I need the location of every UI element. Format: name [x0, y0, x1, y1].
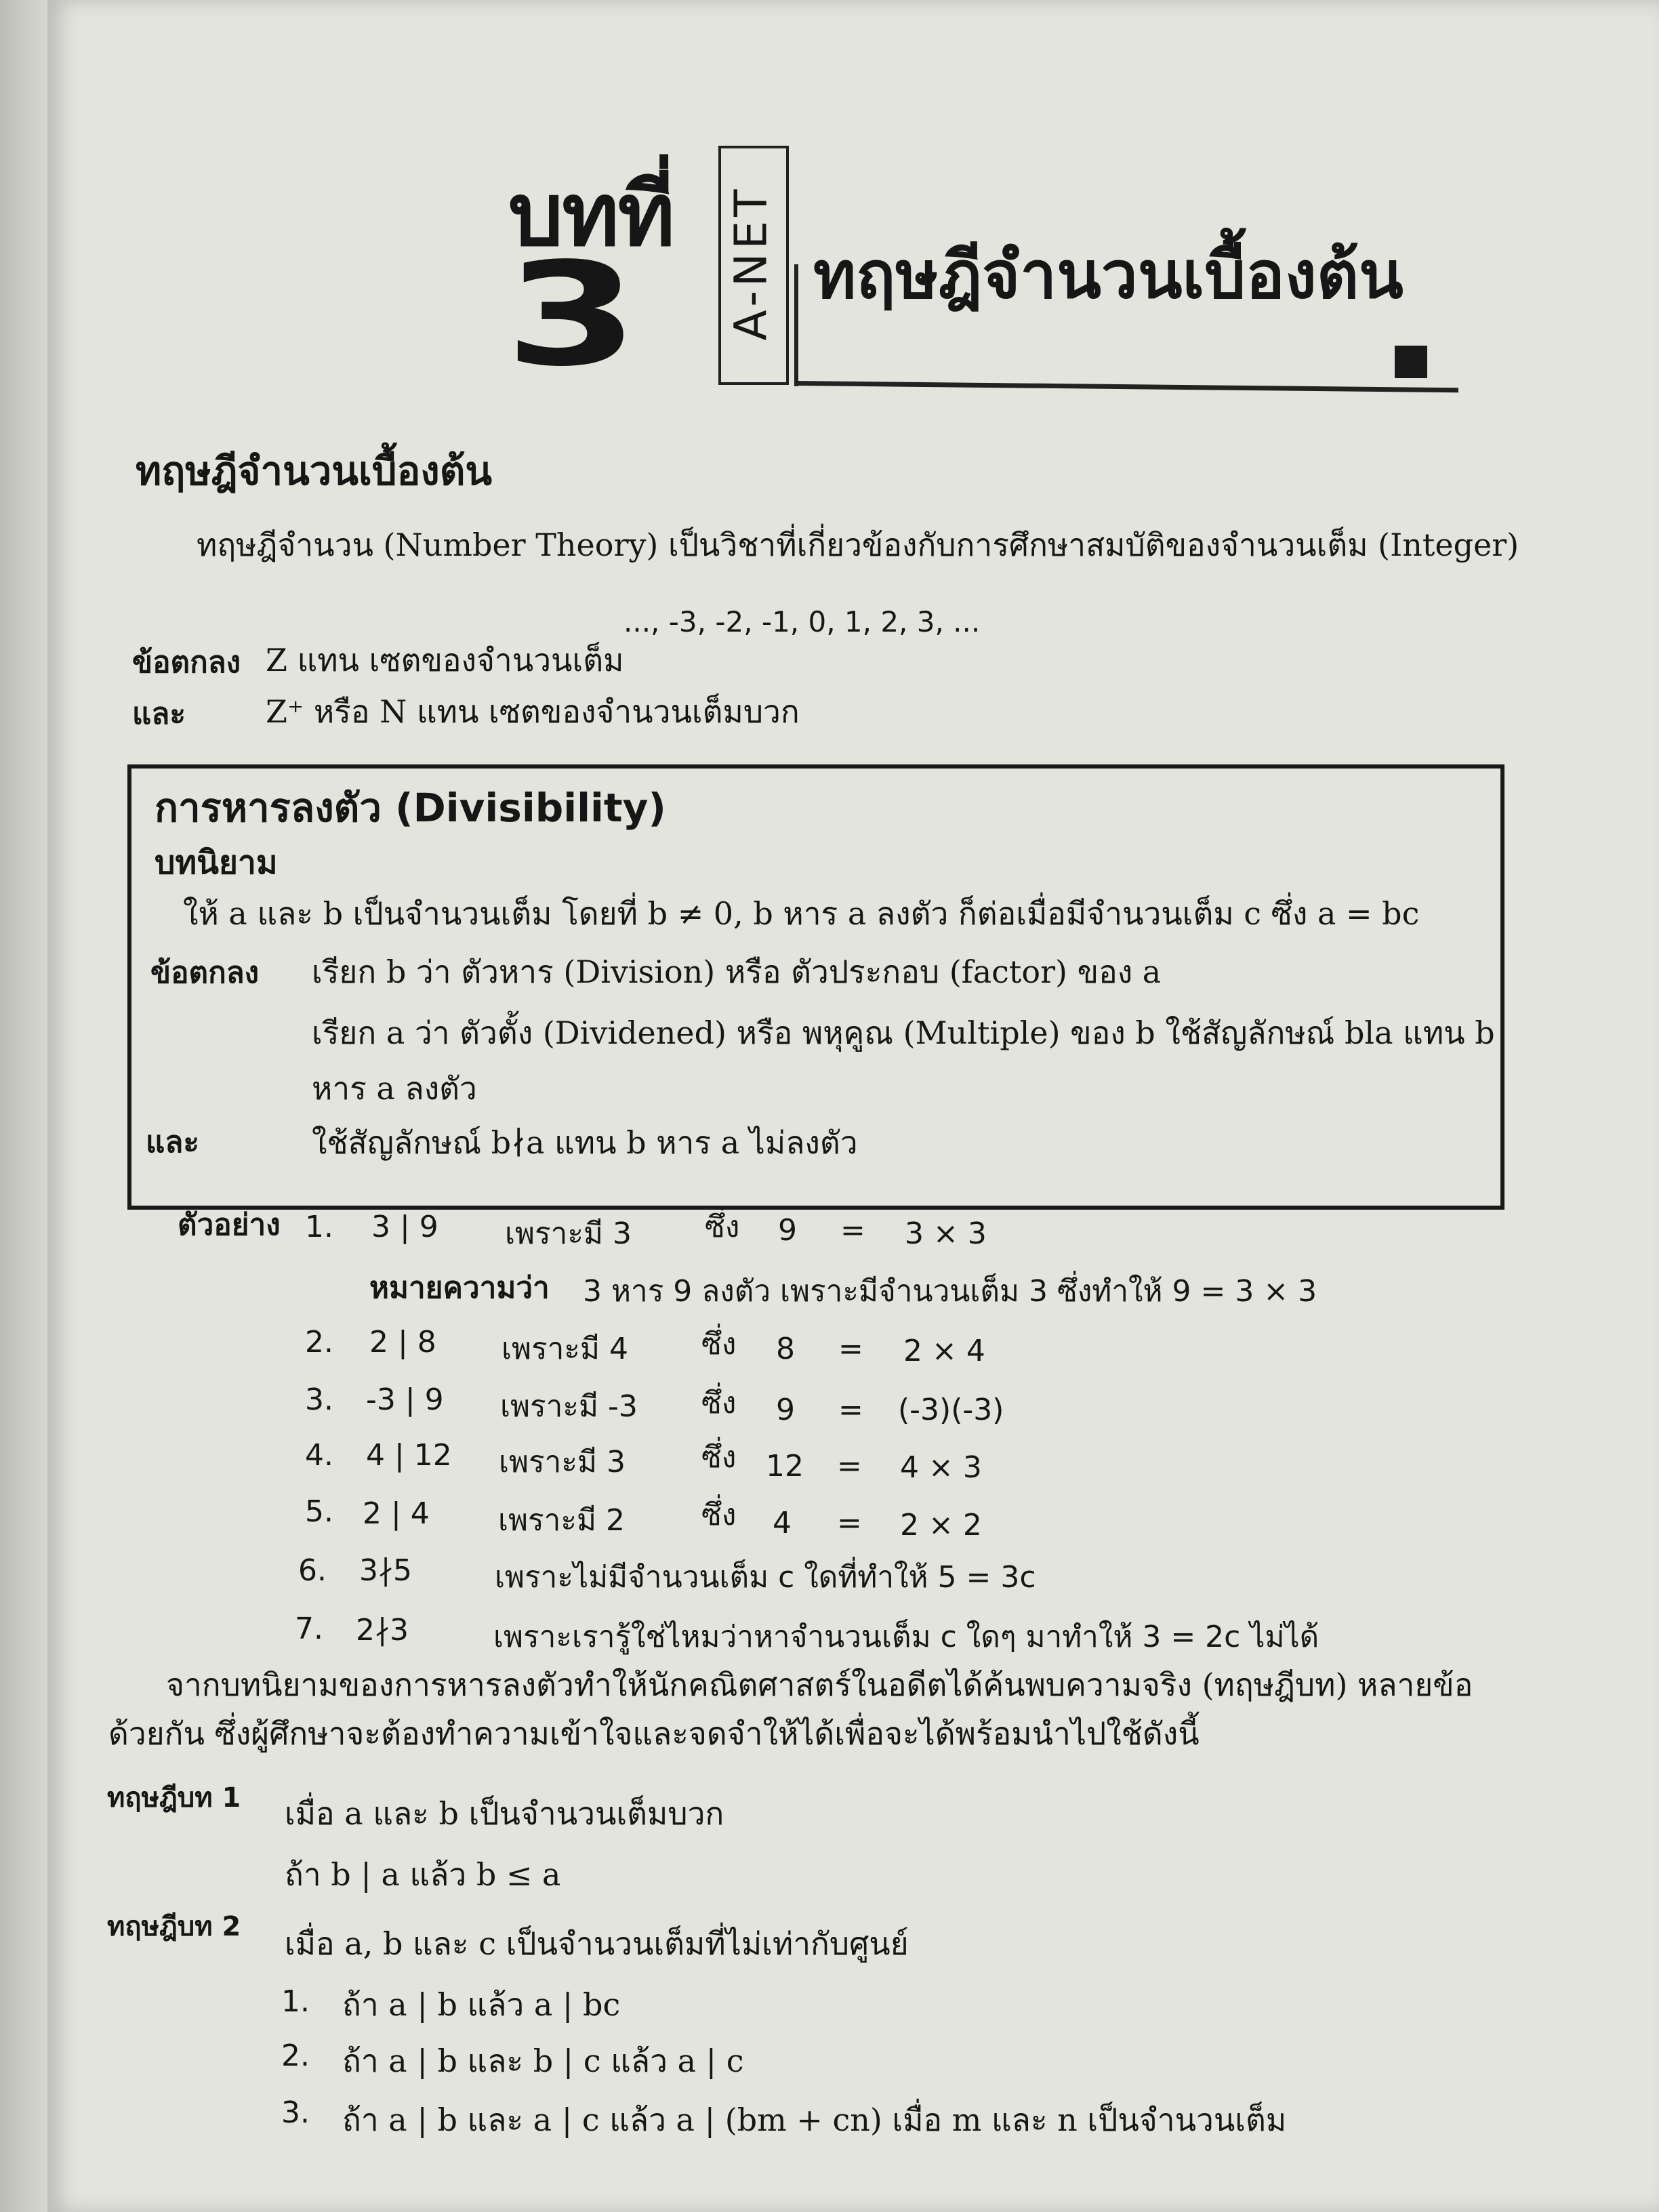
example-7-expression: 2∤3: [356, 1613, 409, 1647]
theorem-2-label: ทฤษฎีบท 2: [107, 1911, 241, 1942]
example-1-reason: เพราะมี 3: [505, 1216, 632, 1251]
example-4-number: 4.: [305, 1438, 333, 1473]
example-5-expression: 2 | 4: [363, 1496, 430, 1531]
chapter-word: บทที่: [508, 165, 674, 266]
example-5-equals: =: [837, 1506, 862, 1540]
example-4-reason: เพราะมี 3: [499, 1445, 626, 1479]
chapter-rule-vertical: [794, 264, 798, 386]
example-2-equals: =: [838, 1332, 863, 1366]
example-4-equals: =: [837, 1449, 862, 1483]
theorem-1-statement: ถ้า b | a แล้ว b ≤ a: [285, 1856, 561, 1893]
example-6-text: เพราะไม่มีจำนวนเต็ม c ใดที่ทำให้ 5 = 3c: [495, 1560, 1036, 1595]
definition-agreement-line-2: เรียก a ว่า ตัวตั้ง (Dividened) หรือ พหุคูณ (Multiple) ของ b ใช้สัญลักษณ์ bla แทน b: [312, 1015, 1495, 1051]
example-2-number: 2.: [305, 1325, 333, 1359]
example-2-lhs: 8: [776, 1332, 795, 1366]
example-4-lhs: 12: [766, 1449, 804, 1483]
intro-and-text: Z⁺ หรือ N แทน เซตของจำนวนเต็มบวก: [266, 693, 800, 730]
theorem-1-premise: เมื่อ a และ b เป็นจำนวนเต็มบวก: [285, 1795, 724, 1832]
example-1-number: 1.: [305, 1210, 333, 1244]
chapter-square-mark: [1395, 346, 1427, 378]
example-5-lhs: 4: [773, 1506, 792, 1540]
definition-and-line: ใช้สัญลักษณ์ b∤a แทน b หาร a ไม่ลงตัว: [312, 1124, 858, 1161]
theorem-2-premise: เมื่อ a, b และ c เป็นจำนวนเต็มที่ไม่เท่ากับศูนย์: [285, 1925, 909, 1962]
intro-and-label: และ: [132, 697, 186, 731]
definition-agreement-line-3: หาร a ลงตัว: [312, 1070, 477, 1107]
example-meaning-text: 3 หาร 9 ลงตัว เพราะมีจำนวนเต็ม 3 ซึ่งทำให้ 9 = 3 × 3: [583, 1274, 1317, 1309]
chapter-number: 3: [505, 232, 639, 398]
chapter-badge: [718, 146, 783, 380]
chapter-title: ทฤษฎีจำนวนเบื้องต้น: [813, 237, 1404, 313]
example-6-expression: 3∤5: [359, 1553, 412, 1588]
intro-line-1: ทฤษฎีจำนวน (Number Theory) เป็นวิชาที่เกี่ยวข้องกับการศึกษาสมบัติของจำนวนเต็ม (Integer): [197, 527, 1519, 563]
example-3-expression: -3 | 9: [366, 1382, 444, 1417]
definition-agreement-line-1: เรียก b ว่า ตัวหาร (Division) หรือ ตัวประกอบ (factor) ของ a: [312, 954, 1162, 990]
example-3-reason: เพราะมี -3: [500, 1389, 638, 1424]
definition-box-title: การหารลงตัว (Divisibility): [155, 785, 666, 831]
book-spine: [0, 0, 47, 2212]
example-5-rhs: 2 × 2: [900, 1508, 982, 1542]
example-2-reason: เพราะมี 4: [501, 1332, 628, 1366]
example-meaning-label: หมายความว่า: [369, 1271, 550, 1305]
theorem-2-item-3-number: 3.: [281, 2095, 310, 2130]
example-1-equals: =: [840, 1213, 865, 1248]
definition-label: บทนิยาม: [155, 844, 278, 882]
theorem-2-item-3: ถ้า a | b และ a | c แล้ว a | (bm + cn) เมื่อ m และ n เป็นจำนวนเต็ม: [342, 2102, 1287, 2138]
example-5-number: 5.: [305, 1494, 333, 1529]
example-2-expression: 2 | 8: [369, 1325, 436, 1359]
example-1-lhs: 9: [778, 1213, 797, 1248]
intro-agreement-label: ข้อตกลง: [132, 645, 241, 680]
examples-label: ตัวอย่าง: [178, 1208, 281, 1242]
definition-and-label: และ: [146, 1125, 199, 1160]
example-1-expression: 3 | 9: [371, 1210, 438, 1244]
chapter-badge-label: A-NET: [724, 185, 777, 340]
example-2-which: ซึ่ง: [701, 1327, 737, 1361]
example-4-which: ซึ่ง: [701, 1440, 737, 1475]
summary-line-1: จากบทนิยามของการหารลงตัวทำให้นักคณิตศาสตร์ในอดีตได้ค้นพบความจริง (ทฤษฎีบท) หลายข้อ: [166, 1666, 1473, 1703]
section-heading: ทฤษฎีจำนวนเบื้องต้น: [136, 448, 493, 494]
example-5-reason: เพราะมี 2: [498, 1503, 625, 1538]
example-3-rhs: (-3)(-3): [898, 1393, 1004, 1427]
example-6-number: 6.: [298, 1553, 327, 1588]
example-7-number: 7.: [295, 1612, 323, 1646]
example-7-text: เพราะเรารู้ใช่ไหมว่าหาจำนวนเต็ม c ใดๆ มาทำให้ 3 = 2c ไม่ได้: [493, 1620, 1319, 1654]
definition-text: ให้ a และ b เป็นจำนวนเต็ม โดยที่ b ≠ 0, b หาร a ลงตัว ก็ต่อเมื่อมีจำนวนเต็ม c ซึ่ง a = bc: [183, 895, 1420, 932]
example-3-number: 3.: [305, 1382, 333, 1417]
intro-agreement-text: Z แทน เซตของจำนวนเต็ม: [266, 642, 624, 678]
example-1-rhs: 3 × 3: [905, 1216, 987, 1251]
theorem-2-item-2-number: 2.: [281, 2039, 310, 2073]
example-1-which: ซึ่ง: [705, 1210, 740, 1244]
example-3-which: ซึ่ง: [701, 1386, 737, 1420]
example-4-rhs: 4 × 3: [900, 1450, 982, 1485]
theorem-2-item-2: ถ้า a | b และ b | c แล้ว a | c: [342, 2043, 744, 2079]
example-5-which: ซึ่ง: [701, 1498, 737, 1532]
example-4-expression: 4 | 12: [366, 1438, 452, 1473]
definition-agreement-label: ข้อตกลง: [150, 956, 260, 990]
theorem-1-label: ทฤษฎีบท 1: [107, 1782, 241, 1814]
theorem-2-item-1: ถ้า a | b แล้ว a | bc: [342, 1986, 621, 2023]
example-2-rhs: 2 × 4: [903, 1334, 985, 1368]
theorem-2-item-1-number: 1.: [281, 1984, 310, 2019]
summary-line-2: ด้วยกัน ซึ่งผู้ศึกษาจะต้องทำความเข้าใจและจดจำให้ได้เพื่อจะได้พร้อมนำไปใช้ดังนี้: [108, 1715, 1200, 1752]
example-3-equals: =: [838, 1393, 863, 1427]
example-3-lhs: 9: [776, 1393, 795, 1427]
intro-integer-list: ..., -3, -2, -1, 0, 1, 2, 3, ...: [623, 605, 981, 638]
